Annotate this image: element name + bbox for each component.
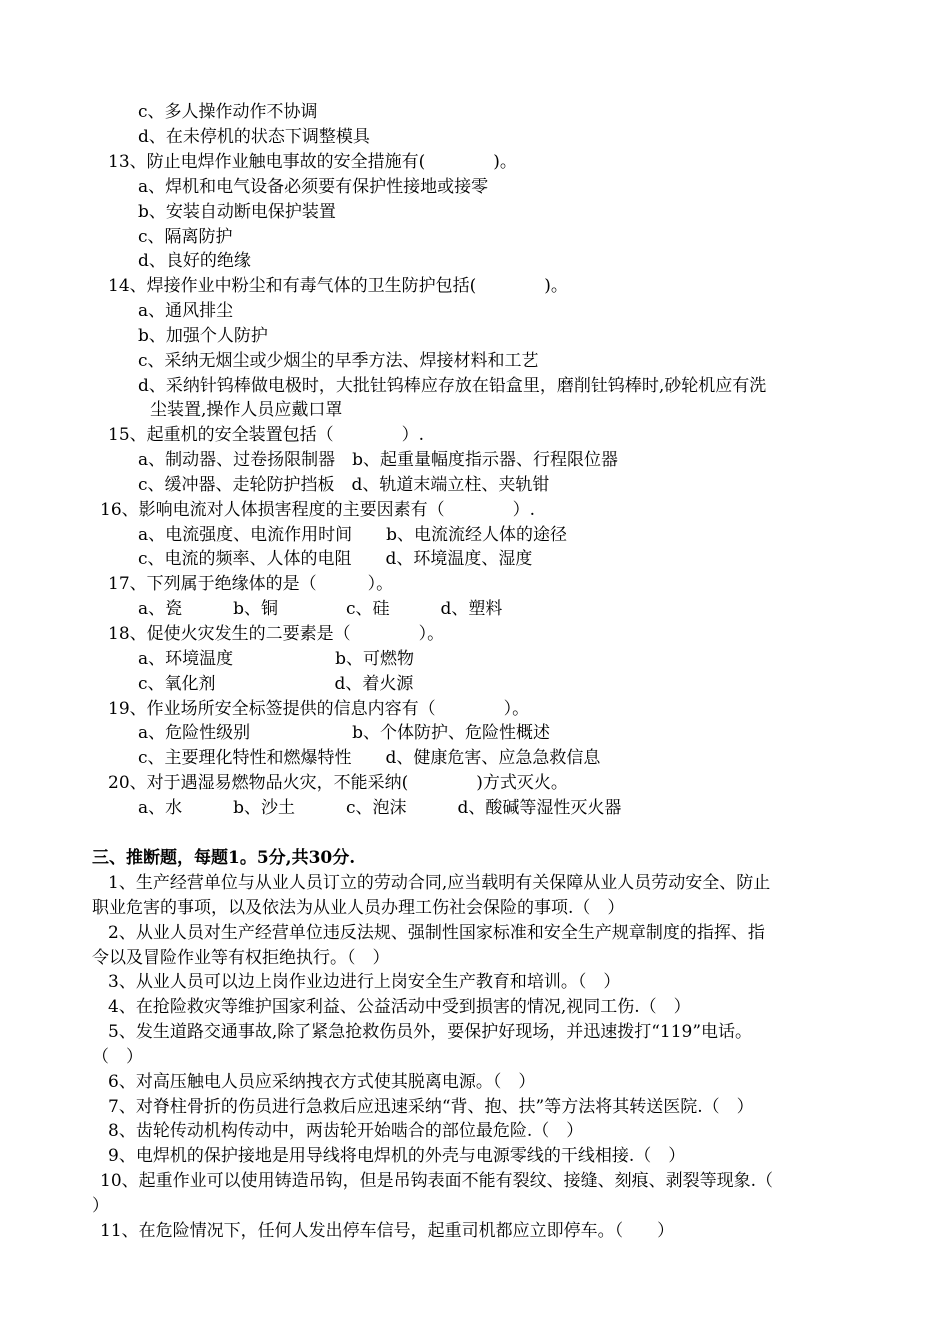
statement-10: 10、起重作业可以使用铸造吊钩，但是吊钩表面不能有裂纹、接缝、刻痕、剥裂等现象.（ <box>100 1171 774 1191</box>
statement-7: 7、对脊柱骨折的伤员进行急救后应迅速采纳“背、抱、扶”等方法将其转送医院.（ ） <box>108 1097 754 1117</box>
statement-continued: 职业危害的事项，以及依法为从业人员办理工伤社会保险的事项.（ ） <box>92 898 625 918</box>
option-line: a、环境温度 b、可燃物 <box>138 649 415 669</box>
option-line: a、制动器、过卷扬限制器 b、起重量幅度指示器、行程限位器 <box>138 450 619 470</box>
question-15: 15、起重机的安全装置包括（ ）. <box>108 425 425 445</box>
statement-continued: ） <box>92 1196 109 1216</box>
option-line: a、电流强度、电流作用时间 b、电流流经人体的途径 <box>138 525 568 545</box>
option-line: c、缓冲器、走轮防护挡板 d、轨道末端立柱、夹轨钳 <box>138 475 550 495</box>
statement-2: 2、从业人员对生产经营单位违反法规、强制性国家标准和安全生产规章制度的指挥、指 <box>108 923 765 943</box>
option-line: b、加强个人防护 <box>138 326 268 346</box>
option-line: a、瓷 b、铜 c、硅 d、塑料 <box>138 599 503 619</box>
option-line: c、主要理化特性和燃爆特性 d、健康危害、应急急救信息 <box>138 748 601 768</box>
question-20: 20、对于遇湿易燃物品火灾，不能采纳( )方式灭火。 <box>108 773 568 793</box>
question-17: 17、下列属于绝缘体的是（ ）。 <box>108 574 394 594</box>
statement-4: 4、在抢险救灾等维护国家利益、公益活动中受到损害的情况,视同工伤.（ ） <box>108 997 691 1017</box>
option-line: c、氧化剂 d、着火源 <box>138 674 414 694</box>
question-16: 16、影响电流对人体损害程度的主要因素有（ ）. <box>100 500 536 520</box>
statement-5: 5、发生道路交通事故,除了紧急抢救伤员外，要保护好现场，并迅速拨打“119”电话。 <box>108 1022 753 1042</box>
statement-8: 8、齿轮传动机构传动中，两齿轮开始啮合的部位最危险.（ ） <box>108 1121 584 1141</box>
statement-continued: （ ） <box>92 1047 143 1067</box>
option-line-continued: 尘装置,操作人员应戴口罩 <box>150 400 343 420</box>
option-line: c、采纳无烟尘或少烟尘的早季方法、焊接材料和工艺 <box>138 351 539 371</box>
statement-continued: 令以及冒险作业等有权拒绝执行。（ ） <box>92 948 390 968</box>
statement-11: 11、在危险情况下，任何人发出停车信号，起重司机都应立即停车。（ ） <box>100 1221 675 1241</box>
question-13: 13、防止电焊作业触电事故的安全措施有( )。 <box>108 152 517 172</box>
option-line: a、危险性级别 b、个体防护、危险性概述 <box>138 723 551 743</box>
option-line: d、在未停机的状态下调整模具 <box>138 127 370 147</box>
question-14: 14、焊接作业中粉尘和有毒气体的卫生防护包括( )。 <box>108 276 568 296</box>
question-19: 19、作业场所安全标签提供的信息内容有（ ）。 <box>108 699 530 719</box>
question-18: 18、促使火灾发生的二要素是（ ）。 <box>108 624 445 644</box>
section-heading: 三、推断题，每题1。5分,共30分. <box>92 848 356 868</box>
option-line: b、安装自动断电保护装置 <box>138 202 336 222</box>
statement-9: 9、电焊机的保护接地是用导线将电焊机的外壳与电源零线的干线相接.（ ） <box>108 1146 686 1166</box>
option-line: c、电流的频率、人体的电阻 d、环境温度、湿度 <box>138 549 533 569</box>
option-line: d、采纳针钨棒做电极时，大批钍钨棒应存放在铅盒里，磨削钍钨棒时,砂轮机应有洗 <box>138 376 767 396</box>
option-line: c、多人操作动作不协调 <box>138 102 318 122</box>
option-line: a、水 b、沙土 c、泡沫 d、酸碱等湿性灭火器 <box>138 798 622 818</box>
statement-3: 3、从业人员可以边上岗作业边进行上岗安全生产教育和培训。（ ） <box>108 972 621 992</box>
option-line: a、焊机和电气设备必须要有保护性接地或接零 <box>138 177 489 197</box>
option-line: a、通风排尘 <box>138 301 234 321</box>
statement-1: 1、生产经营单位与从业人员订立的劳动合同,应当载明有关保障从业人员劳动安全、防止 <box>108 873 771 893</box>
statement-6: 6、对高压触电人员应采纳拽衣方式使其脱离电源。（ ） <box>108 1072 536 1092</box>
option-line: c、隔离防护 <box>138 227 233 247</box>
option-line: d、良好的绝缘 <box>138 251 251 271</box>
